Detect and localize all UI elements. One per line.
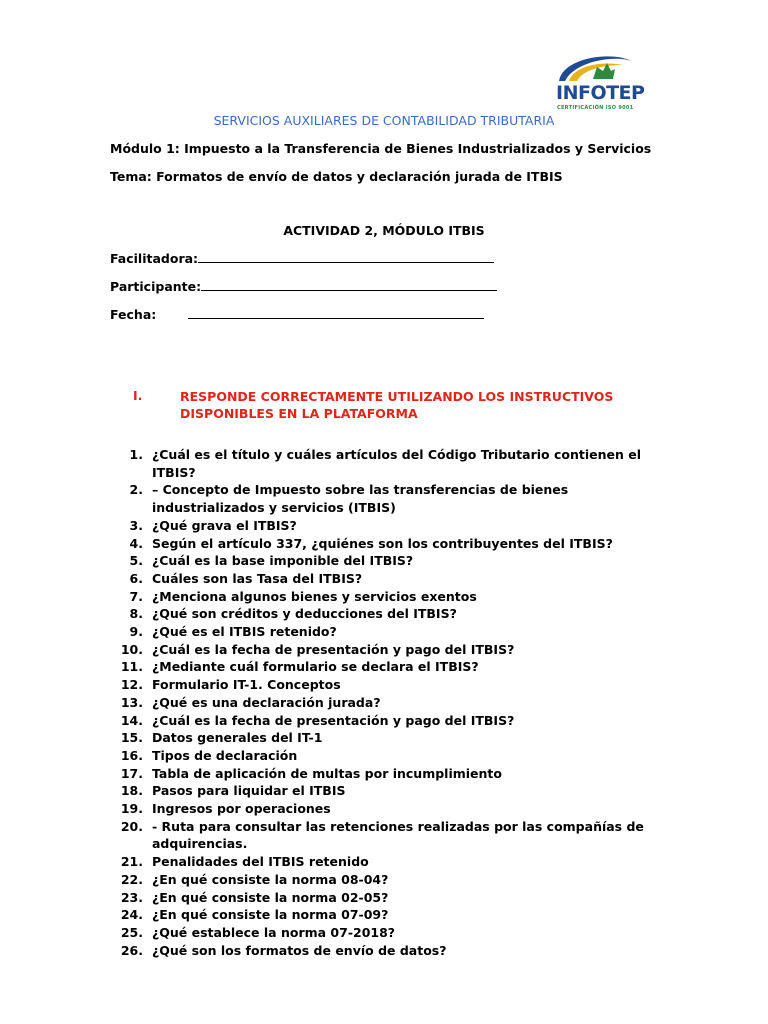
question-item: [110, 535, 670, 553]
question-text: ¿Cuál es la base imponible del ITBIS?: [152, 553, 414, 569]
infotep-logo: [553, 49, 645, 117]
question-number: 11.: [120, 659, 143, 675]
field-label: Facilitadora:: [110, 251, 199, 266]
question-number: 23.: [120, 889, 143, 905]
question-number: 15.: [120, 730, 143, 746]
question-item: [110, 853, 670, 871]
question-number: 17.: [120, 765, 143, 781]
question-number: 22.: [120, 871, 143, 887]
question-item: [110, 782, 670, 800]
question-number: 24.: [120, 907, 143, 923]
question-text: ¿Qué es una declaración jurada?: [152, 694, 381, 710]
question-item: [110, 871, 670, 889]
question-item: [110, 641, 670, 659]
question-text: ¿En qué consiste la norma 07-09?: [152, 907, 389, 923]
participant-blank-line: [201, 279, 497, 291]
question-text: ¿Qué establece la norma 07-2018?: [152, 924, 396, 940]
questions-list: [110, 446, 670, 959]
date-blank-line: [188, 307, 484, 319]
question-item: [110, 623, 670, 641]
question-number: 16.: [120, 747, 143, 763]
facilitator-field: [110, 251, 494, 266]
question-text: ¿Qué grava el ITBIS?: [152, 517, 297, 533]
activity-title: ACTIVIDAD 2, MÓDULO ITBIS: [283, 223, 485, 238]
question-number: 8.: [129, 606, 143, 622]
question-text: ¿Cuál es la fecha de presentación y pago del ITBIS?: [152, 712, 515, 728]
question-number: 9.: [129, 624, 143, 640]
question-number: 4.: [129, 535, 143, 551]
question-text: ¿Menciona algunos bienes y servicios exentos: [152, 588, 477, 604]
section-instruction: RESPONDE CORRECTAMENTE UTILIZANDO LOS INSTRUCTIVOS DISPONIBLES EN LA PLATAFORMA: [180, 389, 614, 421]
question-number: 12.: [120, 677, 143, 693]
date-field: [110, 307, 484, 322]
question-text: ¿Cuál es el título y cuáles artículos del Código Tributario contienen el ITBIS?: [152, 447, 641, 480]
question-item: [110, 729, 670, 747]
question-text: ¿En qué consiste la norma 08-04?: [152, 871, 389, 887]
question-number: 7.: [129, 588, 143, 604]
question-text: ¿Qué son créditos y deducciones del ITBIS?: [152, 606, 457, 622]
question-text: - Ruta para consultar las retenciones realizadas por las compañías de adquirencias.: [152, 818, 644, 852]
question-text: Pasos para liquidar el ITBIS: [152, 783, 346, 799]
question-text: Tabla de aplicación de multas por incumplimiento: [152, 765, 502, 781]
question-number: 21.: [120, 854, 143, 870]
question-number: 25.: [120, 924, 143, 940]
section-number: I.: [133, 388, 143, 403]
question-text: Cuáles son las Tasa del ITBIS?: [152, 570, 363, 586]
question-item: [110, 694, 670, 712]
question-item: [110, 712, 670, 730]
participant-field: [110, 279, 497, 294]
question-item: [110, 818, 670, 853]
question-item: [110, 800, 670, 818]
facilitator-blank-line: [198, 251, 494, 263]
question-text: Tipos de declaración: [152, 747, 298, 763]
question-item: [110, 765, 670, 783]
question-number: 10.: [120, 641, 143, 657]
question-text: Según el artículo 337, ¿quiénes son los contribuyentes del ITBIS?: [152, 535, 613, 551]
question-number: 3.: [129, 517, 143, 533]
question-number: 2.: [129, 482, 143, 498]
question-text: Datos generales del IT-1: [152, 730, 323, 746]
logo-wordmark: INFOTEP: [556, 82, 645, 104]
question-text: – Concepto de Impuesto sobre las transferencias de bienes industrializados y servicios (ITBIS): [152, 482, 569, 516]
question-item: [110, 517, 670, 535]
field-label: Participante:: [110, 279, 202, 294]
question-item: [110, 658, 670, 676]
topic-title: Tema: Formatos de envío de datos y declaración jurada de ITBIS: [110, 169, 563, 184]
question-number: 18.: [120, 783, 143, 799]
question-text: ¿Qué es el ITBIS retenido?: [152, 624, 337, 640]
field-label: Fecha:: [110, 307, 157, 322]
question-text: ¿Mediante cuál formulario se declara el ITBIS?: [152, 659, 479, 675]
question-item: [110, 942, 670, 960]
question-item: [110, 889, 670, 907]
question-number: 13.: [120, 694, 143, 710]
program-title: SERVICIOS AUXILIARES DE CONTABILIDAD TRIBUTARIA: [213, 113, 555, 128]
question-number: 1.: [129, 447, 143, 462]
question-text: ¿En qué consiste la norma 02-05?: [152, 889, 389, 905]
question-number: 5.: [129, 553, 143, 569]
question-number: 19.: [120, 801, 143, 817]
question-item: [110, 747, 670, 765]
question-text: Formulario IT-1. Conceptos: [152, 677, 341, 693]
question-text: ¿Cuál es la fecha de presentación y pago del ITBIS?: [152, 641, 515, 657]
question-item: [110, 588, 670, 606]
question-text: Penalidades del ITBIS retenido: [152, 854, 369, 870]
question-number: 20.: [120, 818, 143, 834]
question-item: [110, 924, 670, 942]
question-number: 26.: [120, 942, 143, 958]
question-text: Ingresos por operaciones: [152, 801, 331, 817]
question-number: 6.: [129, 570, 143, 586]
question-text: ¿Qué son los formatos de envío de datos?: [152, 942, 447, 958]
logo-tagline: CERTIFICACIÓN ISO 9001: [557, 105, 634, 111]
question-item: [110, 906, 670, 924]
question-item: [110, 570, 670, 588]
question-item: [110, 481, 670, 516]
question-item: [110, 605, 670, 623]
question-item: [110, 446, 670, 481]
question-number: 14.: [120, 712, 143, 728]
question-item: [110, 676, 670, 694]
module-title: Módulo 1: Impuesto a la Transferencia de Bienes Industrializados y Servicios: [110, 141, 652, 156]
question-item: [110, 552, 670, 570]
